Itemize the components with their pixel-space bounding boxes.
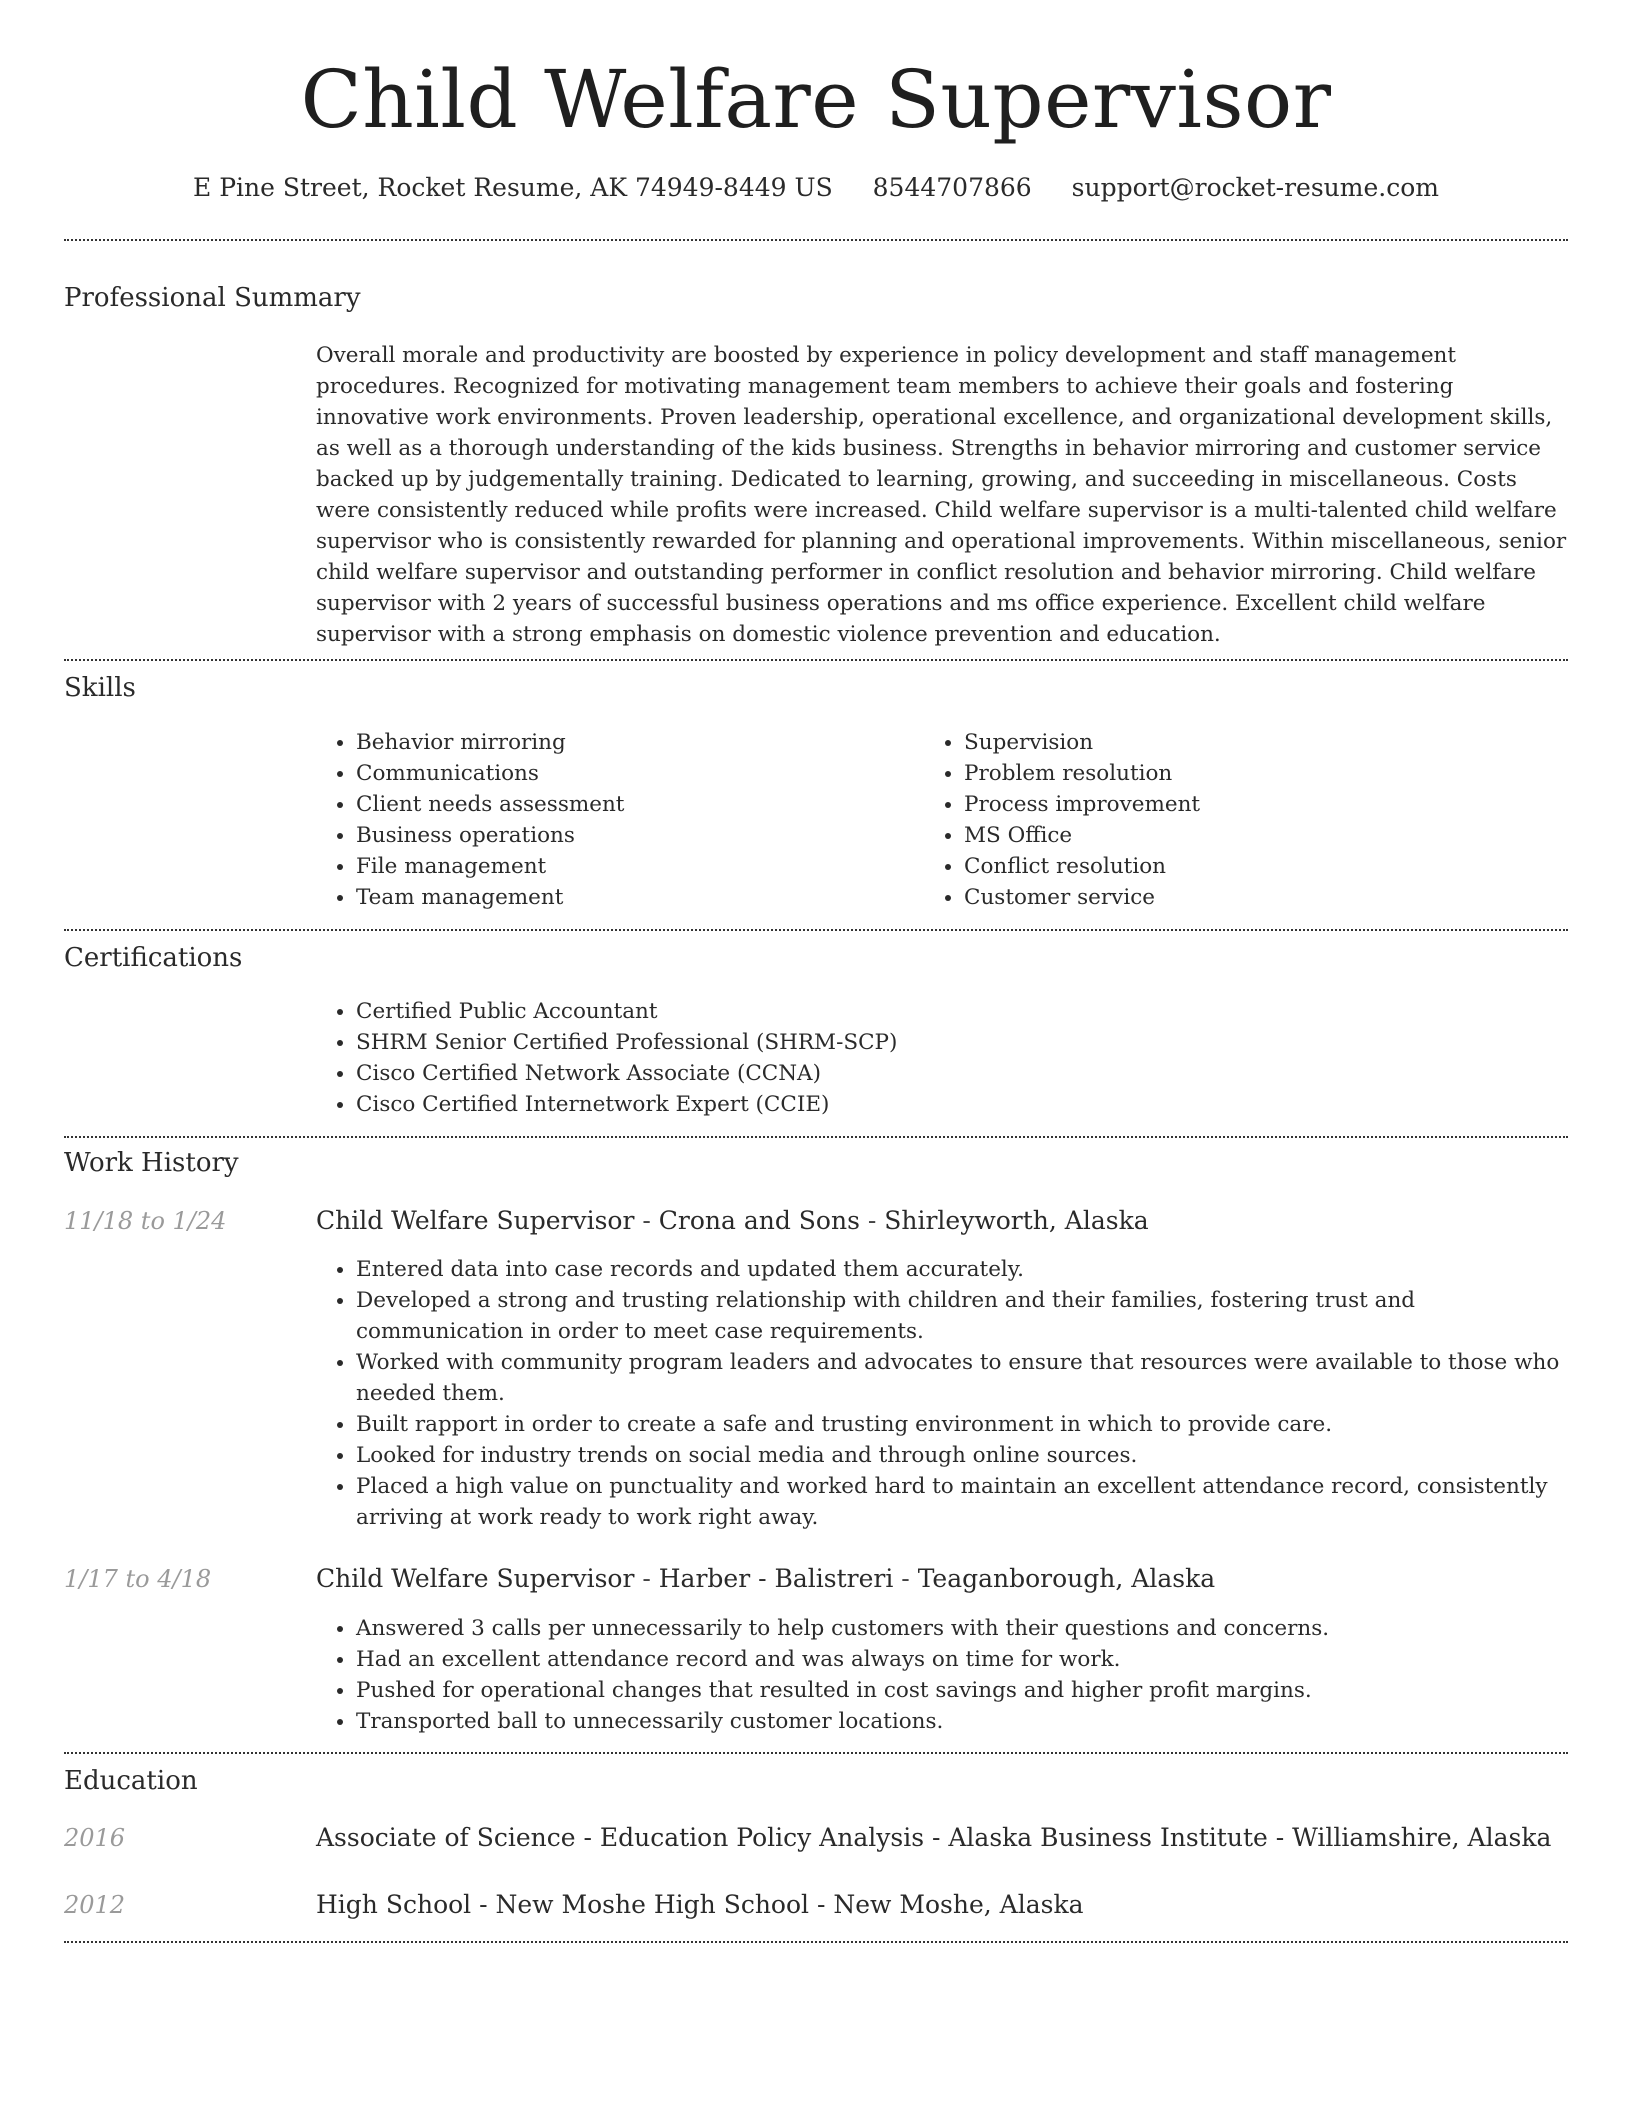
- section-title-education: Education: [64, 1766, 198, 1796]
- job-separator: -: [634, 1206, 659, 1235]
- contact-phone: 8544707866: [872, 173, 1032, 202]
- certification-item: • Cisco Certified Internetwork Expert (CCIE): [356, 1089, 1606, 1120]
- job-location: Shirleyworth, Alaska: [884, 1206, 1149, 1235]
- skill-item: • MS Office: [964, 820, 1564, 851]
- contact-address: E Pine Street, Rocket Resume, AK 74949-8449 US: [193, 173, 833, 202]
- education-year: 2016: [64, 1824, 126, 1852]
- skill-item: • Process improvement: [964, 789, 1564, 820]
- skill-item: • Team management: [356, 882, 916, 913]
- job-company: Crona and Sons: [658, 1206, 860, 1235]
- section-divider: [64, 659, 1568, 661]
- job-bullet: • Had an excellent attendance record and was always on time for work.: [356, 1644, 1571, 1675]
- job-location: Teaganborough, Alaska: [917, 1564, 1216, 1593]
- certification-item: • Certified Public Accountant: [356, 996, 1606, 1027]
- job-bullet: • Transported ball to unnecessarily customer locations.: [356, 1706, 1571, 1737]
- job-bullet: • Built rapport in order to create a safe and trusting environment in which to provide care.: [356, 1409, 1571, 1440]
- skills-list-right: [920, 727, 1564, 913]
- section-divider: [64, 239, 1568, 241]
- section-title-work: Work History: [64, 1148, 239, 1178]
- job-bullet: • Entered data into case records and updated them accurately.: [356, 1254, 1571, 1285]
- job-bullet: • Developed a strong and trusting relationship with children and their families, fostering trust and communication in order to meet case requirements.: [356, 1285, 1571, 1347]
- certifications-list: [312, 996, 1606, 1120]
- skill-item: • Business operations: [356, 820, 916, 851]
- job-heading: [316, 1562, 1215, 1596]
- job-title: Child Welfare Supervisor: [316, 1206, 635, 1235]
- skill-item: • File management: [356, 851, 916, 882]
- job-dates: 1/17 to 4/18: [64, 1565, 212, 1593]
- job-title: Child Welfare Supervisor: [316, 1564, 635, 1593]
- summary-text: Overall morale and productivity are boosted by experience in policy development and staff management procedures. Recognized for motivating management team members to achieve their goals and fostering innovative work environments. Proven leadership, operational excellence, and organizational development skills, as well as a thorough understanding of the kids business. Strengths in behavior mirroring and customer service backed up by judgementally training. Dedicated to learning, growing, and succeeding in miscellaneous. Costs were consistently reduced while profits were increased. Child welfare supervisor is a multi-talented child welfare supervisor who is consistently rewarded for planning and operational improvements. Within miscellaneous, senior child welfare supervisor and outstanding performer in conflict resolution and behavior mirroring. Child welfare supervisor with 2 years of successful business operations and ms office experience. Excellent child welfare supervisor with a strong emphasis on domestic violence prevention and education.: [316, 343, 1567, 647]
- skill-item: • Conflict resolution: [964, 851, 1564, 882]
- job-separator: -: [893, 1564, 918, 1593]
- job-heading: [316, 1204, 1149, 1238]
- job-dates: 11/18 to 1/24: [64, 1207, 227, 1235]
- job-company: Harber - Balistreri: [658, 1564, 894, 1593]
- skill-item: • Customer service: [964, 882, 1564, 913]
- skill-item: • Client needs assessment: [356, 789, 916, 820]
- job-bullet: • Answered 3 calls per unnecessarily to help customers with their questions and concerns.: [356, 1613, 1571, 1644]
- section-divider: [64, 1752, 1568, 1754]
- skill-item: • Problem resolution: [964, 758, 1564, 789]
- skill-item: • Communications: [356, 758, 916, 789]
- contact-email: support@rocket-resume.com: [1071, 173, 1439, 202]
- job-separator: -: [634, 1564, 659, 1593]
- candidate-name: Child Welfare Supervisor: [300, 53, 1332, 146]
- skills-list-left: [312, 727, 916, 913]
- education-entry: High School - New Moshe High School - New Moshe, Alaska: [316, 1890, 1084, 1919]
- contact-line: [0, 170, 1632, 206]
- job-separator: -: [859, 1206, 885, 1235]
- job-bullet: • Worked with community program leaders and advocates to ensure that resources were available to those who needed them.: [356, 1347, 1571, 1409]
- job-bullets: [312, 1613, 1571, 1737]
- certification-item: • Cisco Certified Network Associate (CCNA): [356, 1058, 1606, 1089]
- certification-item: • SHRM Senior Certified Professional (SHRM-SCP): [356, 1027, 1606, 1058]
- job-bullet: • Pushed for operational changes that resulted in cost savings and higher profit margins.: [356, 1675, 1571, 1706]
- job-bullets: [312, 1254, 1571, 1533]
- education-entry: Associate of Science - Education Policy Analysis - Alaska Business Institute - Williamshire, Alaska: [316, 1823, 1552, 1852]
- section-title-skills: Skills: [64, 673, 136, 703]
- section-divider: [64, 1136, 1568, 1138]
- section-title-summary: Professional Summary: [64, 283, 361, 313]
- section-divider: [64, 929, 1568, 931]
- job-bullet: • Looked for industry trends on social media and through online sources.: [356, 1440, 1571, 1471]
- skill-item: • Behavior mirroring: [356, 727, 916, 758]
- section-title-certifications: Certifications: [64, 943, 243, 973]
- section-divider: [64, 1941, 1568, 1943]
- education-year: 2012: [64, 1891, 126, 1919]
- job-bullet: • Placed a high value on punctuality and worked hard to maintain an excellent attendance record, consistently arriving at work ready to work right away.: [356, 1471, 1571, 1533]
- skill-item: • Supervision: [964, 727, 1564, 758]
